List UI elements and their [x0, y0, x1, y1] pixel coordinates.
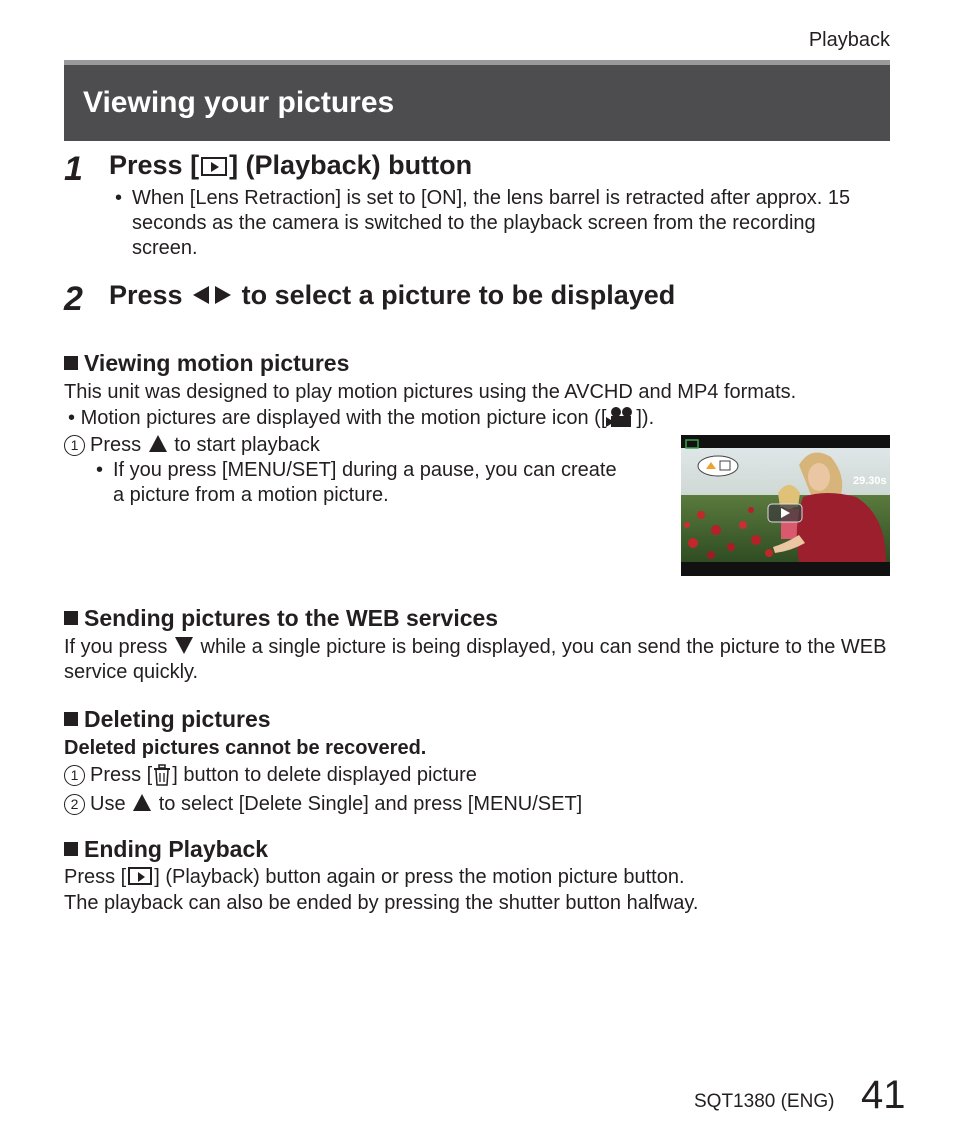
bullet-dot: • — [115, 187, 123, 209]
document-code: SQT1380 (ENG) — [694, 1091, 835, 1112]
web-text: If you press while a single picture is being displayed, you can send the picture to the WEB service quickly. — [64, 636, 887, 683]
motion-bullet: • Motion pictures are displayed with the motion picture icon ([ ]). — [68, 407, 655, 429]
title-banner — [64, 60, 890, 141]
motion-step-1: 1 Press to start playback — [64, 433, 320, 458]
section-label: Playback — [808, 29, 890, 51]
step-1-number: 1 — [64, 150, 83, 188]
playback-photo — [681, 435, 890, 576]
square-bullet-icon — [64, 611, 78, 625]
delete-step-2: 2 Use to select [Delete Single] and press [MENU/SET] — [64, 792, 582, 817]
bullet-dot: • — [96, 459, 104, 481]
trash-icon — [152, 764, 172, 786]
square-bullet-icon — [64, 712, 78, 726]
left-arrow-icon — [193, 286, 209, 304]
circled-number: 1 — [64, 765, 85, 786]
delete-step-1: 1 Press [ ] button to delete displayed picture — [64, 763, 477, 788]
circled-number: 1 — [64, 435, 85, 456]
square-bullet-icon — [64, 842, 78, 856]
ending-heading: Ending Playback — [64, 836, 268, 863]
circled-number: 2 — [64, 794, 85, 815]
web-heading: Sending pictures to the WEB services — [64, 605, 498, 632]
playback-button-icon — [128, 867, 152, 885]
up-arrow-icon — [149, 435, 167, 452]
motion-picture-icon — [606, 406, 636, 428]
ending-line-1: Press [ ] (Playback) button again or press the motion picture button. — [64, 866, 685, 888]
delete-warning: Deleted pictures cannot be recovered. — [64, 737, 427, 759]
delete-heading: Deleting pictures — [64, 706, 271, 733]
page-number: 41 — [861, 1073, 906, 1117]
step-2-number: 2 — [64, 280, 83, 318]
down-arrow-icon — [175, 637, 193, 654]
page-title: Viewing your pictures — [83, 86, 395, 119]
playback-screen-illustration — [681, 435, 890, 576]
ending-line-2: The playback can also be ended by pressing the shutter button halfway. — [64, 892, 699, 914]
motion-heading: Viewing motion pictures — [64, 350, 349, 377]
step-2-title: Press to select a picture to be displayed — [109, 280, 676, 310]
square-bullet-icon — [64, 356, 78, 370]
right-arrow-icon — [215, 286, 231, 304]
step-1-title: Press [ ] (Playback) button — [109, 150, 473, 180]
playback-button-icon — [201, 157, 227, 176]
recording-time-label: 29.30s — [853, 475, 887, 487]
step-1-bullet: When [Lens Retraction] is set to [ON], the lens barrel is retracted after approx. 15 seconds as the camera is switched to the playback screen from the recording screen. — [132, 187, 851, 259]
up-arrow-icon — [133, 794, 151, 811]
motion-sub-bullet: If you press [MENU/SET] during a pause, you can create a picture from a motion picture. — [113, 459, 617, 506]
motion-intro: This unit was designed to play motion pictures using the AVCHD and MP4 formats. — [64, 381, 797, 403]
